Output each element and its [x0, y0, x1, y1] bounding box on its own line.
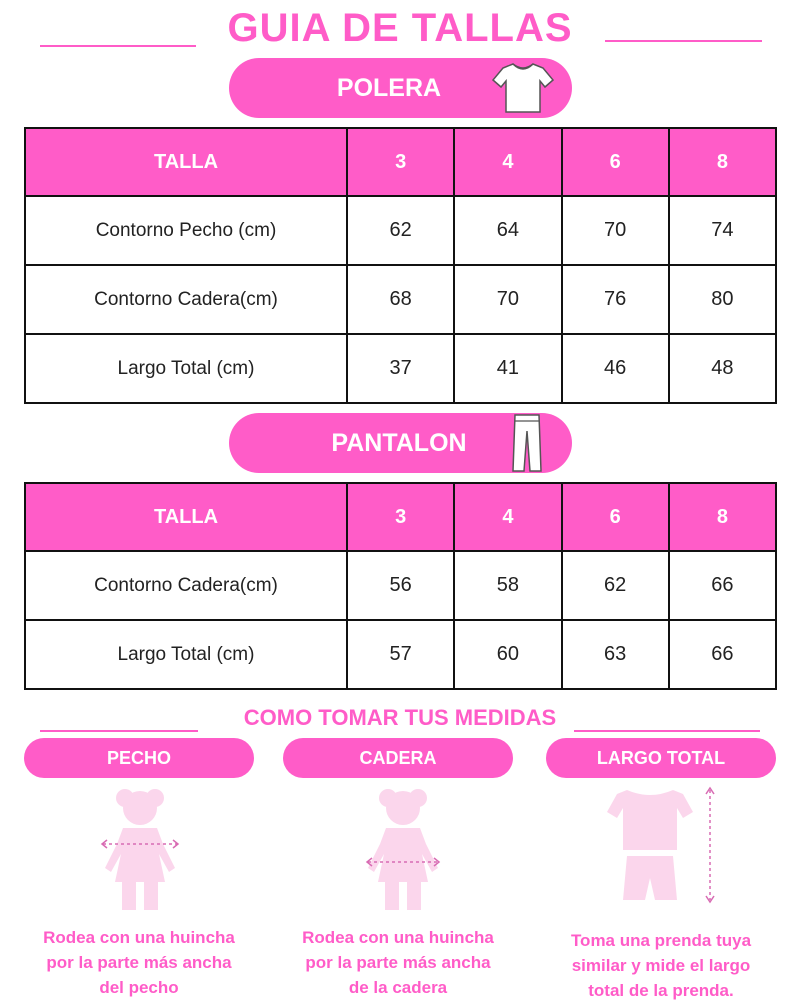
caption-line: del pecho: [99, 978, 179, 997]
pantalon-pill-label: PANTALON: [331, 429, 467, 457]
caption-line: Rodea con una huincha: [43, 928, 235, 947]
table-row: [25, 551, 776, 620]
caption-cadera: [273, 925, 523, 1000]
caption-pecho: [14, 925, 264, 1000]
caption-line: similar y mide el largo: [571, 956, 751, 975]
polera-pill: [229, 58, 572, 118]
caption-line: total de la prenda.: [588, 981, 734, 1000]
row-label: Contorno Cadera(cm): [25, 551, 347, 620]
header-cell-size: 4: [454, 128, 561, 196]
pill-pecho: PECHO: [24, 738, 254, 778]
table-cell: 63: [562, 620, 669, 689]
title-line-right: [605, 40, 762, 42]
section-line-right: [574, 730, 760, 732]
table-cell: 80: [669, 265, 776, 334]
header-cell-size: 4: [454, 483, 561, 551]
table-cell: 70: [454, 265, 561, 334]
header-cell-size: 8: [669, 128, 776, 196]
caption-line: de la cadera: [348, 978, 448, 997]
header-cell-size: 3: [347, 483, 454, 551]
pants-icon: [509, 413, 545, 473]
caption-line: por la parte más ancha: [305, 953, 491, 972]
pill-largo-total: LARGO TOTAL: [546, 738, 776, 778]
table-cell: 66: [669, 620, 776, 689]
caption-largo-total: [536, 928, 786, 1003]
table-cell: 62: [562, 551, 669, 620]
row-label: Largo Total (cm): [25, 620, 347, 689]
pantalon-pill: [229, 413, 572, 473]
table-row: [25, 620, 776, 689]
polera-pill-label: POLERA: [336, 74, 442, 102]
caption-line: por la parte más ancha: [46, 953, 232, 972]
table-cell: 48: [669, 334, 776, 403]
table-cell: 37: [347, 334, 454, 403]
header-cell-talla: TALLA: [25, 483, 347, 551]
table-header-row: [25, 128, 776, 196]
row-label: Largo Total (cm): [25, 334, 347, 403]
pill-cadera: CADERA: [283, 738, 513, 778]
table-header-row: [25, 483, 776, 551]
caption-line: Toma una prenda tuya: [570, 931, 752, 950]
header-cell-size: 3: [347, 128, 454, 196]
table-cell: 70: [562, 196, 669, 265]
table-cell: 64: [454, 196, 561, 265]
pantalon-size-table: [24, 482, 777, 690]
child-hip-measure-icon: [358, 782, 448, 912]
table-cell: 76: [562, 265, 669, 334]
child-chest-measure-icon: [95, 782, 185, 912]
header-cell-size: 8: [669, 483, 776, 551]
table-cell: 58: [454, 551, 561, 620]
table-cell: 46: [562, 334, 669, 403]
table-cell: 60: [454, 620, 561, 689]
page-title: GUIA DE TALLAS: [227, 6, 573, 50]
header-cell-size: 6: [562, 128, 669, 196]
section-title: COMO TOMAR TUS MEDIDAS: [243, 705, 557, 730]
header-cell-size: 6: [562, 483, 669, 551]
row-label: Contorno Cadera(cm): [25, 265, 347, 334]
table-row: [25, 265, 776, 334]
tshirt-icon: [491, 60, 555, 116]
polera-size-table: [24, 127, 777, 404]
row-label: Contorno Pecho (cm): [25, 196, 347, 265]
table-cell: 74: [669, 196, 776, 265]
caption-line: Rodea con una huincha: [302, 928, 494, 947]
table-row: [25, 196, 776, 265]
header-cell-talla: TALLA: [25, 128, 347, 196]
table-row: [25, 334, 776, 403]
table-cell: 56: [347, 551, 454, 620]
table-cell: 57: [347, 620, 454, 689]
table-cell: 62: [347, 196, 454, 265]
table-cell: 66: [669, 551, 776, 620]
garment-length-measure-icon: [605, 782, 730, 912]
table-cell: 41: [454, 334, 561, 403]
table-cell: 68: [347, 265, 454, 334]
